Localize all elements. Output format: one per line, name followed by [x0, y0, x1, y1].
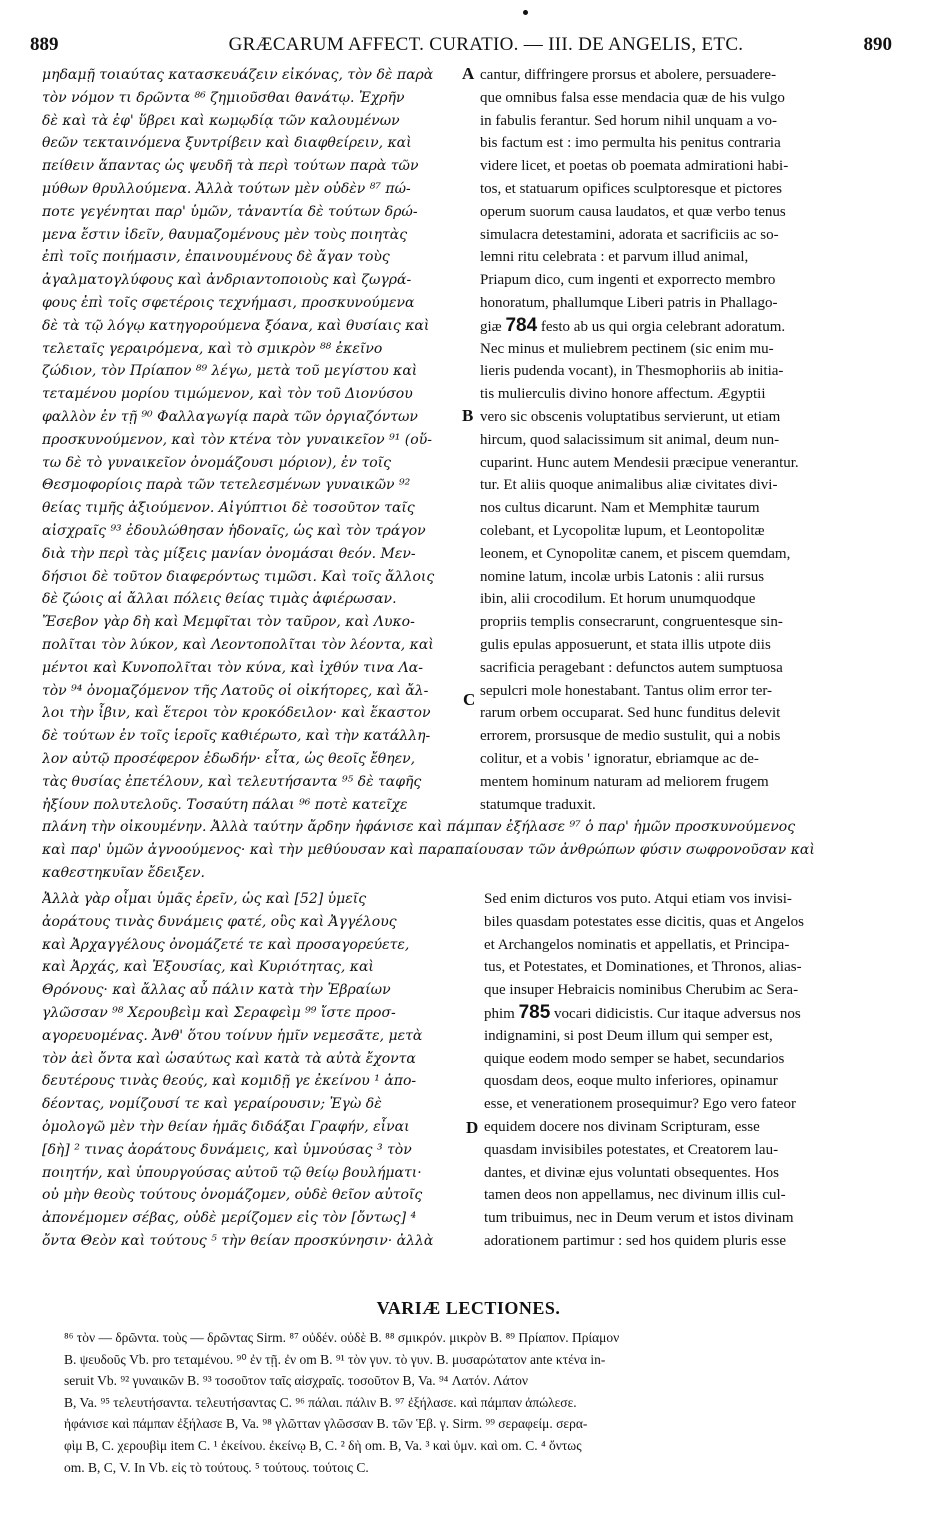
greek-text-line: πλάνη τὴν οἰκουμένην. Ἀλλὰ ταύτην ἄρδην ἠφάνισε καὶ πάμπαν ἐξήλασε ⁹⁷ ὁ παρ' ἡμῶν προσκυνούμενος	[42, 819, 796, 835]
greek-text-line: αγορευομένας. Ἀνθ' ὅτου τοίνυν ἡμῖν νεμεσᾶτε, μετὰ	[42, 1027, 423, 1044]
latin-column-1	[480, 64, 920, 816]
greek-text-line: δευτέρους τινὰς θεούς, καὶ κομιδῇ γε ἐκείνου ¹ ἀπο-	[42, 1073, 417, 1090]
greek-text-line: δέοντας, νομίζουσί τε καὶ γεραίρουσιν; Ἐγὼ δὲ	[42, 1096, 382, 1113]
greek-text-line: ἐπὶ τοῖς ποιήμασιν, ἐπαινουμένους δὲ ἄγαν τοὺς	[42, 249, 390, 266]
variant-note-line: seruit Vb. ⁹² γυναικῶν B. ⁹³ τοσοῦτον ταῖς αἰσχραῖς. τοσοῦτον B, Va. ⁹⁴ Λατόν. Λάτον	[64, 1373, 529, 1389]
greek-column-2	[42, 888, 462, 1253]
greek-text-line: τὸν νόμον τι δρῶντα ⁸⁶ ζημιοῦσθαι θανάτῳ. Ἐχρῆν	[42, 89, 405, 106]
greek-text-line: ποιητήν, καὶ ὑπουργούσας αὐτοῦ τῷ θείῳ βουλήματι·	[42, 1164, 422, 1181]
latin-text-line: lemni ritu celebrata : et parvum illud animal,	[480, 249, 749, 266]
latin-text-line: vero sic obscenis voluptatibus servierunt, ut etiam	[480, 408, 781, 425]
page-number-left: 889	[30, 34, 59, 55]
greek-text-line: [δὴ] ² τινας ἀοράτους δυνάμεις, καὶ ὑμνούσας ³ τὸν	[42, 1141, 412, 1158]
latin-text-line: nomine latum, incolæ urbis Latonis : alii rursus	[480, 568, 765, 585]
latin-text-line: leonem, et Cynopolitæ canem, et piscem quemdam,	[480, 545, 791, 562]
latin-text-line: indignamini, si post Deum illum qui semper est,	[484, 1027, 773, 1044]
latin-text-line: equidem docere nos divinam Scripturam, esse	[484, 1118, 760, 1135]
latin-text-line: cuparint. Hunc autem Mendesii præcipue venerantur.	[480, 454, 799, 471]
greek-text-line: τὸν ⁹⁴ ὀνομαζόμενον τῆς Λατοῦς οἱ οἰκήτορες, καὶ ἄλ-	[42, 682, 429, 699]
greek-text-line: γλῶσσαν ⁹⁸ Χερουβεὶμ καὶ Σεραφεὶμ ⁹⁹ ἴστε προσ-	[42, 1004, 396, 1021]
greek-text-line: καὶ Ἀρχάς, καὶ Ἐξουσίας, καὶ Κυριότητας, καὶ	[42, 959, 374, 976]
latin-text-line: propriis templis consecrarunt, congruentesque sin-	[480, 614, 783, 631]
latin-text-line: tos, et statuarum opifices sculptoresque et pictores	[480, 180, 782, 197]
latin-text-line: giæ 784 festo ab us qui orgia celebrant adoratum.	[480, 314, 786, 336]
latin-text-line: quasdam invisibiles potestates, et Creatorem lau-	[484, 1141, 779, 1158]
greek-text-line: φαλλὸν ἐν τῇ ⁹⁰ Φαλλαγωγίᾳ παρὰ τῶν ὀργιαζόντων	[42, 408, 418, 425]
greek-text-line: τω δὲ τὸ γυναικεῖον ὀνομάζουσι μόριον), ἐν τοῖς	[42, 454, 392, 471]
latin-text-line: dantes, et divinæ ejus voluntati obsequentes. Hos	[484, 1164, 779, 1181]
latin-text-line: sacrificia peragebant : defunctos autem sumptuosa	[480, 659, 783, 676]
variant-note-line: B. ψευδοῦς Vb. pro τεταμένου. ⁹⁰ ἐν τῇ. ἐν om B. ⁹¹ τὸν γυν. τὸ γυν. B. μυσαρώτατον ante κτένα in-	[64, 1351, 606, 1367]
greek-text-line: προσκυνούμενον, καὶ τὸν κτένα τὸν γυναικεῖον ⁹¹ (οὕ-	[42, 431, 432, 448]
latin-text-line: sepulcri mole honestabant. Tantus olim error ter-	[480, 682, 773, 699]
greek-text-line: ἀοράτους τινὰς δυνάμεις φατέ, οὓς καὶ Ἀγγέλους	[42, 913, 397, 930]
greek-text-line: δὲ καὶ τὰ ἐφ' ὕβρει καὶ κωμῳδίᾳ τῶν καλουμένων	[42, 112, 400, 129]
greek-text-line: ἠξίουν πολυτελοῦς. Τοσαύτη πάλαι ⁹⁶ ποτὲ κατεῖχε	[42, 796, 408, 813]
latin-text-line: cantur, diffringere prorsus et abolere, persuadere-	[480, 67, 777, 83]
latin-text-line: et Archangelos nominatis et appellatis, et Principa-	[484, 936, 790, 953]
running-title: GRÆCARUM AFFECT. CURATIO. — III. DE ANGELIS, ETC.	[228, 34, 744, 55]
greek-text-line: δὲ ζώοις αἱ ἄλλαι πόλεις θείας τιμὰς ἀφιέρωσαν.	[42, 591, 397, 608]
greek-text-line: μηδαμῇ τοιαύτας κατασκευάζειν εἰκόνας, τὸν δὲ παρὰ	[42, 67, 434, 83]
greek-text-line: ζώδιον, τὸν Πρίαπον ⁸⁹ λέγω, μετὰ τοῦ μεγίστου καὶ	[42, 363, 418, 380]
greek-text-line: μενα ἔστιν ἰδεῖν, θαυμαζομένους μὲν τοὺς ποιητὰς	[42, 226, 408, 243]
variant-note-line: om. B, C, V. In Vb. εἰς τὸ τούτους. ⁵ τούτους. τούτοις C.	[64, 1459, 369, 1475]
page-number-right: 890	[863, 34, 892, 55]
latin-text-line: quosdam deos, eoque multo inferiores, opinamur	[484, 1073, 778, 1090]
latin-column-2	[484, 888, 924, 1253]
greek-text-line: καὶ Ἀρχαγγέλους ὀνομάζετέ τε καὶ προσαγορεύετε,	[42, 936, 410, 953]
latin-text-line: tum tribuimus, nec in Deum verum et istos divinam	[484, 1210, 794, 1227]
variant-note-line: φὶμ B, C. χερουβὶμ item C. ¹ ἐκείνου. ἐκείνῳ B, C. ² δὴ om. B, Va. ³ καὶ ὑμν. καὶ om. C. ⁴ ὄντως	[64, 1437, 582, 1453]
greek-text-line: λοι τὴν ἶβιν, καὶ ἕτεροι τὸν κροκόδειλον· καὶ ἕκαστον	[42, 705, 431, 722]
latin-text-line: que omnibus falsa esse mendacia quæ de his vulgo	[480, 89, 785, 106]
greek-text-line: δὲ τὰ τῷ λόγῳ κατηγορούμενα ξόανα, καὶ θυσίαις καὶ	[42, 317, 430, 334]
greek-text-line: Ἔσεβον γὰρ δὴ καὶ Μεμφῖται τὸν ταῦρον, καὶ Λυκο-	[42, 614, 415, 631]
greek-text-line: διὰ τὴν περὶ τὰς μίξεις μανίαν ὀνομάσαι θεόν. Μεν-	[42, 545, 416, 562]
greek-text-line: αἰσχραῖς ⁹³ ἐδουλώθησαν ἡδοναῖς, ὡς καὶ τὸν τράγον	[42, 522, 426, 539]
latin-text-line: videre licet, et poetas ob poemata admirationi habi-	[480, 158, 789, 175]
latin-text-line: tus, et Potestates, et Dominationes, et Thronos, alias-	[484, 959, 802, 976]
greek-text-line: Ἀλλὰ γὰρ οἶμαι ὑμᾶς ἐρεῖν, ὡς καὶ [52] ὑμεῖς	[42, 891, 367, 907]
variae-lectiones-notes	[64, 1327, 904, 1478]
latin-text-line: Sed enim dicturos vos puto. Atqui etiam vos invisi-	[484, 891, 792, 907]
latin-text-line: Nec minus et muliebrem pectinem (sic enim mu-	[480, 340, 774, 357]
latin-text-line: colitur, et a vobis ' ignoratur, ebriamque ac de-	[480, 750, 759, 767]
latin-text-line: lieris pudenda vocant), in Thesmophoriis ab initia-	[480, 363, 784, 380]
latin-text-line: adorationem partimur : sed hos quidem pluris esse	[484, 1232, 787, 1249]
greek-text-line: τεταμένου μορίου τιμώμενον, καὶ τὸν τοῦ Διονύσου	[42, 386, 413, 403]
variant-note-line: ἠφάνισε καὶ πάμπαν ἐξήλασε B, Va. ⁹⁸ γλῶτταν γλῶσσαν B. τῶν Ἑβ. γ. Sirm. ⁹⁹ σεραφείμ. σερα-	[64, 1416, 588, 1432]
latin-text-line: mentem hominum naturam ad meliorem frugem	[480, 773, 769, 790]
latin-text-line: gulis epulas apposuerunt, et stata illis utpote diis	[480, 636, 771, 653]
latin-text-line: Priapum dico, cum ingenti et exporrecto membro	[480, 272, 776, 289]
latin-text-line: colebant, et Lycopolitæ lupum, et Leontopolitæ	[480, 522, 765, 539]
section-marker-a: A	[462, 64, 475, 83]
latin-text-line: phim 785 vocari didicistis. Cur itaque adversus nos	[484, 1001, 801, 1023]
greek-text-line: καὶ παρ' ὑμῶν ἀγνοούμενος· καὶ τὴν μεθύουσαν καὶ παραπαίουσαν τῶν ἀνθρώπων φύσιν σωφρονοῦσαν καὶ	[42, 841, 815, 858]
latin-text-line: tamen deos non appellamus, nec divinum illis cul-	[484, 1187, 786, 1204]
greek-full-width-continuation	[42, 816, 922, 884]
latin-text-line: in fabulis ferantur. Sed horum nihil unquam a vo-	[480, 112, 778, 129]
ink-dot	[523, 10, 528, 15]
latin-text-line: nos cultus dicarunt. Nam et Memphitæ taurum	[480, 500, 760, 517]
variant-note-line: ⁸⁶ τὸν — δρῶντα. τοὺς — δρῶντας Sirm. ⁸⁷ οὐδέν. οὐδὲ B. ⁸⁸ σμικρόν. μικρὸν B. ⁸⁹ Πρίαπον. Πρίαμον	[64, 1330, 620, 1345]
latin-text-line: tur. Et aliis quoque animalibus aliæ civitates divi-	[480, 477, 778, 494]
greek-text-line: ἀπονέμομεν σέβας, οὐδὲ μερίζομεν εἰς τὸν [ὄντως] ⁴	[42, 1210, 417, 1227]
greek-text-line: οὐ μὴν θεοὺς τούτους ὀνομάζομεν, οὐδὲ θεῖον αὐτοῖς	[42, 1187, 423, 1204]
latin-text-line: ibin, alii crocodilum. Et horum unumquodque	[480, 591, 756, 608]
section-marker-d: D	[466, 1118, 479, 1137]
latin-text-line: operum suorum causa laudatos, et quæ verbo tenus	[480, 203, 786, 220]
greek-text-line: τὸν ἀεὶ ὄντα καὶ ὡσαύτως καὶ κατὰ τὰ αὐτὰ ἔχοντα	[42, 1050, 416, 1067]
section-marker-b: B	[462, 406, 474, 425]
greek-text-line: Θρόνους· καὶ ἄλλας αὖ πάλιν κατὰ τὴν Ἑβραίων	[42, 982, 391, 999]
greek-text-line: δὲ τούτων ἐν τοῖς ἱεροῖς καθιέρωτο, καὶ τὴν κατάλλη-	[42, 728, 431, 745]
variae-lectiones-title: VARIÆ LECTIONES.	[376, 1298, 561, 1318]
greek-text-line: θεῶν τεκταινόμενα ξυντρίβειν καὶ διαφθείρειν, καὶ	[42, 135, 412, 152]
greek-text-line: μύθων θρυλλούμενα. Ἀλλὰ τούτων μὲν οὐδὲν ⁸⁷ πώ-	[42, 180, 411, 197]
latin-text-line: hircum, quod salacissimum sit animal, deum nun-	[480, 431, 780, 448]
latin-text-line: errorem, prorsusque de medio sustulit, qui a nobis	[480, 728, 781, 745]
greek-text-line: τελεταῖς γεραιρόμενα, καὶ τὸ σμικρὸν ⁸⁸ ἐκεῖνο	[42, 340, 383, 357]
greek-text-line: θείας τιμῆς ἀξιούμενον. Αἰγύπτιοι δὲ τοσοῦτον ταῖς	[42, 500, 415, 517]
greek-text-line: τὰς θυσίας ἐπετέλουν, καὶ τελευτήσαντα ⁹⁵ δὲ ταφῆς	[42, 773, 422, 790]
greek-text-line: πολῖται τὸν λύκον, καὶ Λεοντοπολῖται τὸν λέοντα, καὶ	[42, 636, 434, 653]
latin-text-line: simulacra detestamini, adorata et sacrificiis ac so-	[480, 226, 779, 243]
latin-text-line: statumque traduxit.	[480, 796, 596, 813]
greek-text-line: Θεσμοφορίοις παρὰ τῶν τετελεσμένων γυναικῶν ⁹²	[42, 477, 411, 494]
latin-text-line: rarum orbem occuparat. Sed hunc funditus delevit	[480, 705, 781, 722]
latin-text-line: biles quasdam potestates esse dicitis, quas et Angelos	[484, 913, 804, 930]
greek-text-line: καθεστηκυῖαν ἔδειξεν.	[42, 864, 205, 881]
section-marker-c: C	[463, 690, 476, 709]
greek-text-line: μέντοι καὶ Κυνοπολῖται τὸν κύνα, καὶ ἰχθύν τινα Λα-	[42, 659, 423, 676]
latin-text-line: bis factum est : imo permulta his penitus contraria	[480, 135, 781, 152]
latin-text-line: honoratum, phallumque Liberi patris in Phallago-	[480, 294, 778, 311]
variant-note-line: B, Va. ⁹⁵ τελευτήσαντα. τελευτήσαντας C. ⁹⁶ πάλαι. πάλιν B. ⁹⁷ ἐξήλασε. καὶ πάμπαν ἀπώλεσε.	[64, 1394, 577, 1410]
greek-column-1	[42, 64, 462, 816]
page-header	[30, 34, 892, 62]
greek-text-line: ποτε γεγένηται παρ' ὑμῶν, τἀναντία δὲ τούτων δρώ-	[42, 203, 418, 220]
latin-text-line: quique eodem modo semper se habet, secundarios	[484, 1050, 785, 1067]
inline-page-reference: 785	[518, 1001, 551, 1023]
greek-text-line: ἀγαλματογλύφους καὶ ἀνδριαντοποιοὺς καὶ ζωγρά-	[42, 272, 412, 289]
greek-text-line: φους ἐπὶ τοῖς σφετέροις τεχνήμασι, προσκυνούμενα	[42, 294, 415, 311]
greek-text-line: λον αὐτῷ προσέφερον ἐδωδήν· εἶτα, ὡς θεοῖς ἔθηεν,	[42, 750, 416, 767]
latin-text-line: esse, et venerationem prosequimur? Ego vero fateor	[484, 1096, 796, 1113]
latin-text-line: que insuper Hebraicis nominibus Cherubim ac Sera-	[484, 982, 799, 999]
greek-text-line: δήσιοι δὲ τοῦτον διαφερόντως τιμῶσι. Καὶ τοῖς ἄλλοις	[42, 568, 435, 585]
greek-text-line: ὁμολογῶ μὲν τὴν θείαν ἡμᾶς διδάξαι Γραφήν, εἶναι	[42, 1118, 410, 1135]
greek-text-line: πείθειν ἅπαντας ὡς ψευδῆ τὰ περὶ τούτων παρὰ τῶν	[42, 158, 419, 175]
inline-page-reference: 784	[505, 314, 538, 336]
latin-text-line: tis mulierculis divino honore affectum. Ægyptii	[480, 386, 766, 403]
greek-text-line: ὄντα Θεὸν καὶ τούτους ⁵ τὴν θείαν προσκύνησιν· ἀλλὰ	[42, 1232, 434, 1249]
